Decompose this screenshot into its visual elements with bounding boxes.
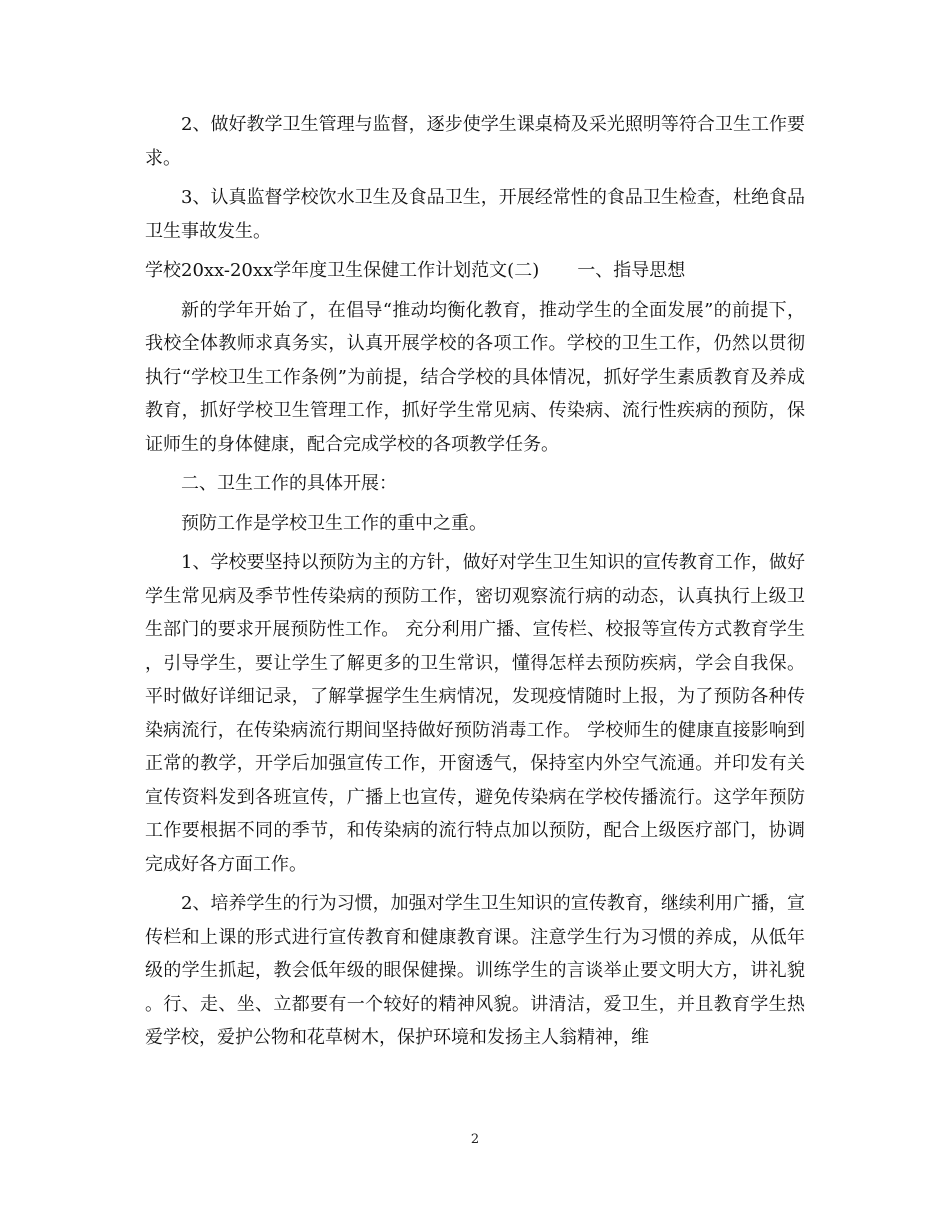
paragraph-item-2-classroom-hygiene: 2、做好教学卫生管理与监督，逐步使学生课桌椅及采光照明等符合卫生工作要求。: [145, 114, 805, 169]
paragraph-prevention-intro: 预防工作是学校卫生工作的重中之重。: [181, 512, 487, 534]
document-title: 学校20xx-20xx学年度卫生保健工作计划范文(二): [145, 260, 540, 281]
paragraph-guiding-ideology: 新的学年开始了，在倡导“推动均衡化教育，推动学生的全面发展”的前提下，我校全体教师求真务实，认真开展学校的各项工作。学校的卫生工作，仍然以贯彻执行“学校卫生工作条例”为前提，结合学校的具体情况，抓好学生素质教育及养成教育，抓好学校卫生管理工作，抓好学生常见病、传染病、流行性疾病的预防，保证师生的身体健康，配合完成学校的各项教学任务。: [145, 299, 805, 455]
paragraph-habits-item-2: 2、培养学生的行为习惯，加强对学生卫生知识的宣传教育，继续利用广播，宣传栏和上课的形式进行宣传教育和健康教育课。注意学生行为习惯的养成，从低年级的学生抓起，教会低年级的眼保健操。训练学生的言谈举止要文明大方，讲礼貌。行、走、坐、立都要有一个较好的精神风貌。讲清洁，爱卫生，并且教育学生热爱学校，爱护公物和花草树木，保护环境和发扬主人翁精神，维: [145, 893, 805, 1048]
section-heading-specific-work: 二、卫生工作的具体开展：: [181, 473, 397, 494]
page-number: 2: [470, 1132, 480, 1147]
document-body: [145, 108, 805, 1061]
paragraph-prevention-item-1: 1、学校要坚持以预防为主的方针，做好对学生卫生知识的宣传教育工作，做好学生常见病及季节性传染病的预防工作，密切观察流行病的动态，认真执行上级卫生部门的要求开展预防性工作。 充分利用广播、宣传栏、校报等宣传方式教育学生，引导学生，要让学生了解更多的卫生常识，懂得怎样去预防疾病，学会自我保。平时做好详细记录，了解掌握学生生病情况，发现疫情随时上报，为了预防各种传染病流行，在传染病流行期间坚持做好预防消毒工作。 学校师生的健康直接影响到正常的教学，开学后加强宣传工作，开窗透气，保持室内外空气流通。并印发有关宣传资料发到各班宣传，广播上也宣传，避免传染病在学校传播流行。这学年预防工作要根据不同的季节，和传染病的流行特点加以预防，配合上级医疗部门，协调完成好各方面工作。: [145, 552, 805, 875]
section-heading-guiding-ideology: 一、指导思想: [577, 260, 686, 281]
paragraph-item-3-food-hygiene: 3、认真监督学校饮水卫生及食品卫生，开展经常性的食品卫生检查，杜绝食品卫生事故发生。: [145, 187, 805, 242]
document-heading: [145, 254, 805, 288]
